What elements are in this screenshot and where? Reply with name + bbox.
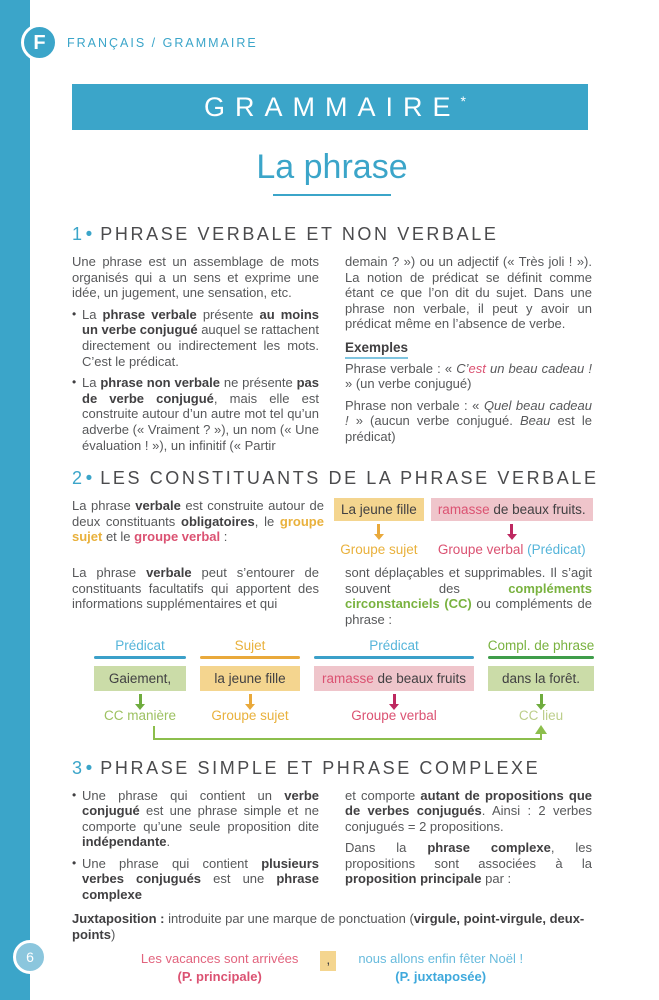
function-label: Compl. de phrase [487,637,595,653]
paragraph: et comporte autant de propositions que de verbes conjugués. Ainsi : 2 verbes conjugués = 2 propositions. [345,787,592,834]
section-title: PHRASE SIMPLE ET PHRASE COMPLEXE [100,757,541,778]
paragraph: La phrase verbale peut s’entourer de constituants facultatifs qui apportent des informations supplémentaires et qui [72,565,319,612]
banner-title [194,92,466,123]
diagram-column-cc-maniere [94,638,186,723]
comma-highlight: , [320,951,336,971]
section-title: LES CONSTITUANTS DE LA PHRASE VERBALE [100,468,599,489]
sentence-diagram [94,638,594,745]
down-arrow-icon [510,524,513,534]
section-dot-icon: • [85,757,93,779]
bullet-text: Une phrase qui contient un verbe conjugué est une phrase simple et ne comporte qu’une seule proposition dite indépendante. [82,787,319,850]
juxtaposition-example [72,951,592,984]
bullet-item [72,788,319,850]
constituent-box: ramasse de beaux fruits [314,666,474,691]
section-number: 3 [72,757,85,778]
paragraph: demain ? ») ou un adjectif (« Très joli ! »). La notion de prédicat se définit comme étant ce que l’on dit du sujet. Dans une phrase non verbale, il peut y avoir un prédicat même en l’absence de verbe. [345,254,592,332]
section-number: 1 [72,224,85,244]
section-1-left-column [72,254,319,453]
constituent-box: la jeune fille [200,666,300,691]
bullet-item [72,375,319,453]
subject-logo [21,24,58,61]
constituent-box: dans la forêt. [488,666,594,691]
paragraph: La phrase verbale est construite autour de deux constituants obligatoires, le groupe sujet et le groupe verbal : [72,498,324,545]
principal-label: (P. principale) [177,968,262,984]
example-sentence: Phrase verbale : « C’est un beau cadeau ! » (un verbe conjugué) [345,360,592,392]
juxtaposition-paragraph: Juxtaposition : introduite par une marque de ponctuation (virgule, point-virgule, deux-points) [72,910,585,942]
page-number-badge: 6 [13,940,47,974]
juxtaposed-label: (P. juxtaposée) [395,968,487,984]
predicat-tag: (Prédicat) [527,542,586,558]
function-label: Prédicat [115,637,165,653]
group-subject-label: Groupe sujet [340,542,418,558]
role-label: Groupe sujet [211,707,289,723]
constituent-box: Gaiement, [94,666,186,691]
bullet-marker-icon: • [72,787,77,802]
role-label: Groupe verbal [351,707,437,723]
bullet-text: Une phrase qui contient plusieurs verbes conjugués est une phrase complexe [82,855,319,903]
diagram-column-cc-lieu [488,638,594,723]
title-underline [273,194,391,196]
paragraph: Dans la phrase complexe, les propositions sont associées à la proposition principale par : [345,840,592,887]
role-label: CC lieu [518,707,564,723]
section-1-heading [72,224,592,246]
example-sentence: Phrase non verbale : « Quel beau cadeau ! » (aucun verbe conjugué. Beau est le prédicat) [345,397,593,444]
section-2-row-2 [72,565,592,627]
movability-bracket-icon [94,725,594,745]
section-1-right-column [345,254,592,453]
role-label: CC manière [103,707,177,723]
section-2-heading [72,468,599,490]
section-3-left-column [72,788,319,903]
function-label: Sujet [234,637,266,653]
function-underline [94,656,186,659]
section-dot-icon: • [85,468,93,490]
example-principal: Les vacances sont arrivées [140,950,299,966]
down-arrow-icon [377,524,380,534]
chapter-banner [72,84,588,130]
page-title: La phrase [256,148,408,186]
subject-group-column [334,498,424,557]
banner-title-text: GRAMMAIRE [204,91,461,122]
subject-box: La jeune fille [334,498,424,521]
group-verbal-text: Groupe verbal [437,542,528,558]
function-underline [488,656,594,659]
examples-heading: Exemples [345,340,408,359]
bullet-marker-icon: • [72,306,77,321]
function-underline [314,656,474,659]
bullet-item [72,307,319,369]
function-label: Prédicat [369,637,419,653]
down-arrow-icon [393,694,396,704]
diagram-columns [94,638,594,723]
section-number: 2 [72,468,85,489]
side-strip [0,0,30,1000]
diagram-column-groupe-verbal [314,638,474,723]
page-content [72,0,599,984]
paragraph: Une phrase est un assemblage de mots organisés qui a un sens et exprime une idée, un jugement, une sensation, etc. [72,254,319,301]
section-dot-icon: • [85,224,93,245]
function-underline [200,656,300,659]
example-juxtaposed: nous allons enfin fêter Noël ! [358,950,524,966]
mini-diagram [334,498,593,557]
section-3-body [72,788,592,903]
juxtaposed-column [358,951,523,984]
bullet-text: La phrase non verbale ne présente pas de verbe conjugué, mais elle est construite autour d’un autre mot tel qu’un adverbe (« Vraiment ? »), un nom (« Une évaluation ! »), un infinitif (« Partir [82,375,319,453]
principal-column [141,951,299,984]
down-arrow-icon [540,694,543,704]
verb-box: ramasse de beaux fruits. [431,498,593,521]
bullet-marker-icon: • [72,375,77,390]
bullet-item [72,856,319,903]
diagram-column-sujet [200,638,300,723]
verbal-group-column [431,498,593,557]
paragraph: sont déplaçables et supprimables. Il s’agit souvent des compléments circonstanciels (CC) ou compléments de phrase : [345,565,592,627]
down-arrow-icon [139,694,142,704]
logo-letter: F [33,31,46,54]
section-3-heading [72,758,592,780]
bullet-marker-icon: • [72,855,77,870]
section-2-row-1 [72,498,592,557]
section-3-right-column [345,788,592,903]
banner-asterisk: * [460,92,466,109]
section-title: PHRASE VERBALE ET NON VERBALE [100,224,499,244]
down-arrow-icon [249,694,252,704]
section-1-body [72,254,592,453]
bullet-text: La phrase verbale présente au moins un verbe conjugué auquel se rattachent directement ou indirectement les mots. C’est le prédicat. [82,306,319,369]
breadcrumb: FRANÇAIS / GRAMMAIRE [67,35,258,50]
